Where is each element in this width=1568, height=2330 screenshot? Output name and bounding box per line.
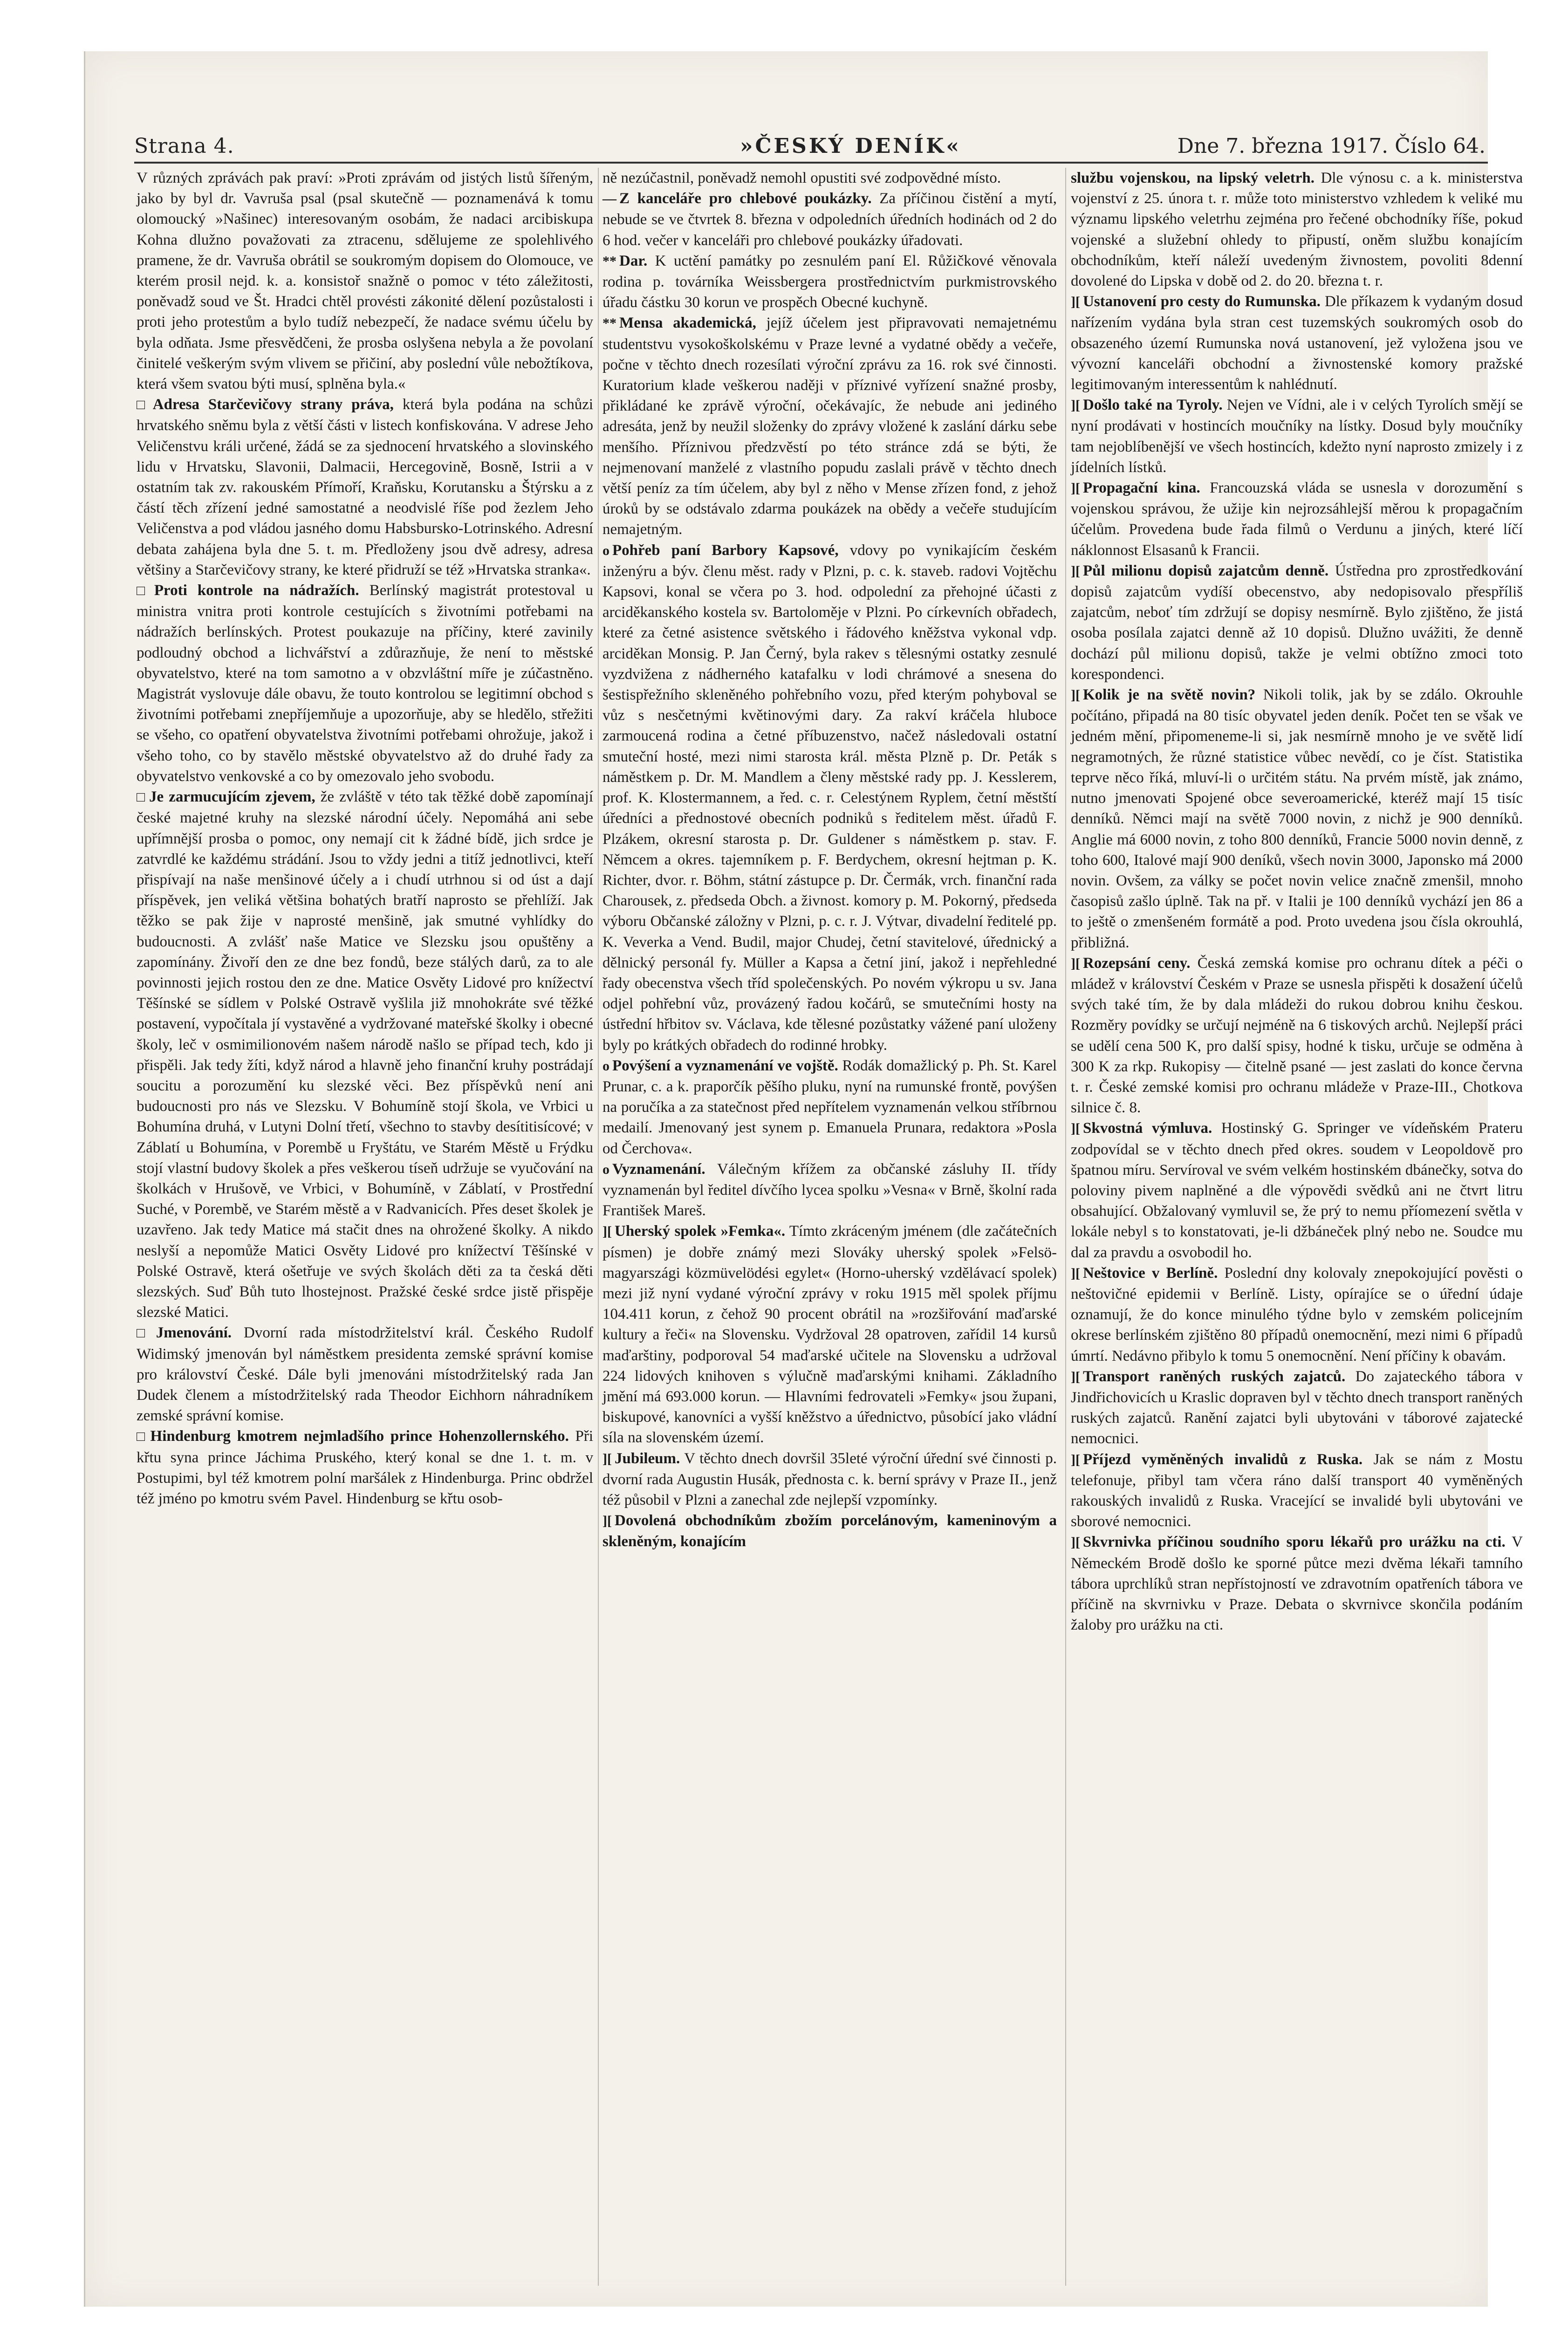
article-headline: Pohřeb paní Barbory Kapsové, <box>612 541 839 559</box>
article-marker: — <box>603 191 616 207</box>
article-paragraph <box>1071 561 1523 685</box>
article-paragraph <box>603 251 1057 313</box>
article-body: Ústředna pro zprostředkování dopisů zajatcům vydíší obecenstvo, aby nedopisovalo přespříliš zajatcům, neboť tím zdržují se dopisy nesmírně. Bylo zjištěno, že jistá osoba posílala zajatci denně až 10 dopisů. Dlužno uvážiti, že denně dochází půl milionu dopisů, takže je velmi obtížno zmoci toto korespondenci. <box>1071 562 1523 683</box>
article-body: vdovy po vynikajícím českém inženýru a býv. členu měst. rady v Plzni, p. c. k. staveb. radovi Vojtěchu Kapsovi, konal se včera po 3. hod. odpolední za přehojné účasti z arciděkanského kostela sv. Bartoloměje v Plzni. Po církevních obřadech, které za četné asistence světského i řádového kněžstva vykonal vdp. arciděkan Monsig. P. Jan Černý, byla rakev s tělesnými ostatky zesnulé vyzdvižena z nádherného katafalku v lodi chrámové a snesena do šestispřežního skleněného pohřebního vozu, před kterým pohyboval se vůz s nesčetnými květinovými dary. Za rakví kráčela hluboce zarmoucená rodina a četné příbuzenstvo, načež následovali ostatní smuteční hosté, mezi nimi starosta král. města Plzně p. Dr. Peták s náměstkem p. Dr. M. Mandlem a členy městské rady pp. J. Kesslerem, prof. K. Klostermannem, a řed. c. r. Celestýnem Ryplem, četní městští úředníci a přednostové obecních podniků s ředitelem měst. úřadů F. Plzákem, okresní starosta p. Dr. Guldener s náměstkem p. stav. F. Němcem a okres. tajemníkem p. F. Berdychem, okresní hejtman p. K. Richter, dvor. r. Böhm, státní zástupce p. Dr. Čermák, vrch. finanční rada Charousek, z. předseda Obch. a živnost. komory p. M. Pokorný, předseda výboru Občanské záložny v Plzni, p. c. r. J. Výtvar, divadelní ředitelé pp. K. Veverka a Vend. Budil, major Chudej, četní stavitelové, úřednický a dělnický personál fy. Müller a Kapsa a četní jiní, jakož i nepřehledné řady obecenstva všech tříd společenských. Po novém výkropu u sv. Jana odjel pohřební vůz, provázený řadou kočárů, se smutečními hosty na ústřední hřbitov sv. Václava, kde tělesné pozůstatky vážené paní uloženy byly po krátkých obřadech do rodinné hrobky. <box>603 541 1057 1054</box>
article-headline: Dovolená obchodníkům zbožím porcelánovým, kameninovým a skleněným, konajícím <box>603 1512 1057 1550</box>
article-body: že zvláště v této tak těžké době zapomínají české majetné kruhy na slezské národní účely. Nepomáhá ani sebe upřímnější prosba o pomoc, ony nemají cit k žádné bídě, jich srdce je zatvrdlé ke každému strádání. Jsou to vždy jedni a titíž jednotlivci, kteří přispívají na naše menšinové účely a i chudí utrhnou si od úst a dají příspěvek, jen veliká většina bohatých bratří naprosto se přehlíží. Jak těžko se pak žije v naprosté menšině, jak smutné vyhlídky do budoucnosti. A zvlášť naše Matice ve Slezsku jsou opuštěny a zapomínány. Živoří den ze dne bez fondů, beze stálých darů, za to ale povinnosti jejich rostou den ze dne. Matice Osvěty Lidové pro knížectví Těšínské se sídlem v Polské Ostravě vyšlila již mnohokráte své těžké postavení, vypočítala jí vystavěné a vydržované mateřské školky i obecné školy, leč v osmimilionovém našem národě našlo se případ tech, kdo ji přispěli. Jak tedy žíti, když národ a hlavně jeho finanční kruhy postrádají soucitu a porozumění ku slezské věci. Bez příspěvků není ani budoucnosti pro nás ve Slezsku. V Bohumíně stojí škola, ve Vrbici u Bohumína druhá, v Lutyni Dolní třetí, všechno to stavby desítitisícové; v Záblatí u Bohumína, v Porembě u Fryštátu, ve Starém Městě u Frýdku stojí vlastní budovy školek a přes veškerou tíseň udržuje se vyučování na školkách v Hrušově, ve Vrbici, v Bohumíně, v Záblatí, v Prostřední Suché, v Porembě, ve Starém městě a v Radvanicích. Přes deset školek je uzavřeno. Jak tedy Matice má stačit dnes na ohrožené školky. A nikdo neslyší a nepomůže Matici Osvěty Lidové pro knížectví Těšínské v Polské Ostravě, která ošetřuje ve svých školách děti za ta česká děti slezských. Suď Bůh tuto lhostejnost. Pražské české srdce jistě přispěje slezské Matici. <box>137 788 594 1321</box>
article-body: Do zajateckého tábora v Jindřichovicích u Kraslic dopraven byl v těchto dnech transport raněných ruských zajatců. Ranění zajatci byli ubytováni v táborové zajatecké nemocnici. <box>1071 1368 1523 1447</box>
article-paragraph <box>1071 478 1523 561</box>
article-paragraph <box>603 1159 1057 1221</box>
article-body: V těchto dnech dovršil 35leté výroční úřední své činnosti p. dvorní rada Augustin Husák, přednosta c. k. berní správy v Praze II., jenž též působil v Plzni a zanechal zde nejlepší vzpomínky. <box>603 1450 1057 1508</box>
article-body: V Německém Brodě došlo ke sporné půtce mezi dvěma lékaři tamního tábora uprchlíků stran nepřístojností ve zdravotním opatřeních tábora ve příčině na skvrnivku v Praze. Debata o skvrnivce skončila podáním žaloby pro urážku na cti. <box>1071 1534 1523 1634</box>
column-3 <box>1071 168 1523 2286</box>
article-marker: ][ <box>1071 687 1080 703</box>
article-headline: Půl milionu dopisů zajatcům denně. <box>1082 562 1329 579</box>
newspaper-page <box>84 51 1523 2307</box>
article-headline: Vyznamenání. <box>612 1160 705 1178</box>
article-marker: ][ <box>1071 1369 1080 1384</box>
article-body: Francouzská vláda se usnesla v dorozumění s vojenskou správou, že užije kin nejrozsáhlejší měrou k propagačním účelům. Provedena bude řada filmů o Verdunu a jiných, které líčí náklonnost Elsasanů k Francii. <box>1071 480 1523 559</box>
article-body: Hostinský G. Springer ve vídeňském Prateru zodpovídal se v těchto dnech před okres. soudem v Leopoldově pro špatnou míru. Servíroval ve svém velkém hostinském dbánečky, sotva do poloviny pivem naplněné a dle výpovědi svědků ani ne čtvrt litru obsahující. Obžalovaný vymluvil se, že prý to nemu příomezení světla v lokále nebyl s to konstatovati, je-li džbáneček plný nebo ne. Soudce mu dal za pravdu a osvobodil ho. <box>1071 1120 1523 1261</box>
article-headline: Propagační kina. <box>1082 480 1200 497</box>
article-body: V různých zprávách pak praví: »Proti zprávám od jistých listů šířeným, jako by byl dr. Vavruša psal (psal skutečně — poznamenává k tomu olomoucký »Našinec) interesovaným osobám, že nadaci arcibiskupa Kohna dlužno považovati za ztracenu, sdělujeme ze spolehlivého pramene, že dr. Vavruša obrátil se soukromým dopisem do Olomouce, ve kterém prosil nejd. k. a. konsistoř snažně o pomoc v této záležitosti, poněvadž soud ve Št. Hradci chtěl provésti zákonité dělení pozůstalosti i proti jeho protestům a bylo tudíž nebezpečí, že nadace svému účelu by byla odňata. Jsme přesvědčeni, že prosba oslyšena nebyla a že povolaní činitelé veškerým svým vlivem se přičiní, aby poslední vůle nebožtíkova, která všem svatou býti musí, splněna byla.« <box>137 170 593 393</box>
article-paragraph <box>1071 1118 1523 1262</box>
article-headline: Proti kontrole na nádražích. <box>154 582 359 599</box>
article-marker: □ <box>137 1429 148 1445</box>
article-marker: o <box>603 1058 609 1074</box>
article-paragraph <box>603 540 1057 1055</box>
article-marker: ][ <box>1071 480 1080 496</box>
article-paragraph <box>603 1510 1057 1552</box>
article-headline: službu vojenskou, na lipský veletrh. <box>1071 170 1315 186</box>
page-header <box>134 134 1486 171</box>
article-headline: Uherský spolek »Femka«. <box>614 1223 786 1240</box>
article-paragraph <box>137 580 593 787</box>
article-headline: Ustanovení pro cesty do Rumunska. <box>1082 293 1321 310</box>
article-headline: Hindenburg kmotrem nejmladšího prince Hohenzollernského. <box>150 1428 569 1445</box>
article-headline: Transport raněných ruských zajatců. <box>1082 1368 1346 1385</box>
article-paragraph <box>1071 953 1523 1118</box>
article-marker: ][ <box>603 1513 612 1529</box>
article-paragraph <box>1071 395 1523 478</box>
article-headline: Jubileum. <box>614 1450 680 1467</box>
article-body: Dvorní rada místodržitelství král. Českého Rudolf Widimský jmenován byl náměstkem presidenta zemské správní komise pro království České. Dále byli jmenováni místodržitelský rada Jan Dudek členem a místodržitelský rada Theodor Eichhorn náhradníkem zemské správní komise. <box>137 1324 594 1425</box>
article-headline: Dar. <box>619 252 648 269</box>
article-body: jejíž účelem jest připravovati nemajetnému studentstvu vysokoškolskému v Praze levné a vydatné obědy a večeře, počne v těchto dnech rozesílati výroční zprávu za 16. rok své činnosti. Kuratorium klade veškerou naději v příznivé vyřízení snažné prosby, přikládané ke zprávě výroční, očekávajíc, že nebude ani jediného adresáta, jenž by neužil složenky do zprávy vložené k zaslání dárku sebe menšího. Příznivou předzvěstí po této stránce zdá se býti, že nejmenovaní manželé z vlastního popudu zaslali právě v těchto dnech větší peníz za tím účelem, aby byl z něho v Mense zřízen fond, z jehož úroků by se odstávalo zdarma poukázek na obědy a večeře studujícím nemajetným. <box>603 315 1057 538</box>
article-headline: Z kanceláře pro chlebové poukázky. <box>619 190 872 207</box>
column-divider <box>1065 168 1066 2286</box>
article-body: Poslední dny kolovaly znepokojující pověsti o neštovičné epidemii v Berlíně. Listy, opírajíce se o úřední údaje oznamují, že do konce minulého týdne bylo v zemském policejním okrese berlínském zjištěno 80 případů onemocnění, mezi nimi 6 případů úmrtí. Nedávno přibylo k tomu 5 onemocnění. Není příčiny k obavám. <box>1071 1264 1523 1364</box>
article-headline: Příjezd vyměněných invalidů z Ruska. <box>1082 1451 1363 1468</box>
article-marker: ][ <box>603 1451 612 1467</box>
article-marker: □ <box>137 397 150 413</box>
article-body: Nejen ve Vídni, ale i v celých Tyrolích smějí se nyní prodávati v hostincích moučníky na lístky. Dosud byly moučníky tam nejoblíbenější ve všech hostincích, kdežto nyní naprosto zmizely i z jídelních lístků. <box>1071 397 1523 476</box>
article-paragraph <box>1071 1449 1523 1532</box>
article-paragraph <box>603 1448 1057 1511</box>
page-number: Strana 4. <box>134 134 234 158</box>
article-marker: ][ <box>603 1224 612 1240</box>
article-body: Nikoli tolik, jak by se zdálo. Okrouhle počítáno, připadá na 80 tisíc obyvatel jeden deník. Počet ten se však ve jedném mění, připomeneme-li si, jak nesmírně mnoho je ve světě lidí negramotných, že různé statistice vůbec nevědí, co je číst. Statistika teprve něco říká, mluví-li o určitém státu. Na prvém místě, jak známo, nutno jmenovati Spojené obce severoamerické, kteréž mají 15 tisíc denníků. Němci mají na světě 7000 novin, z nichž je 900 denníků. Anglie má 6000 novin, z toho 800 denníků, Francie 5000 novin denně, z toho 600, Italové mají 900 deníků, všech novin 3000, Japonsko má 2000 novin. Ovšem, za války se počet novin velice značně zmenšil, mnoho časopisů zašlo úplně. Tak na př. v Italii je 100 denníků vychází jen 86 a to ještě o zmenšeném formátě a pod. Proto uvedena jsou čísla okrouhlá, přibližná. <box>1071 686 1523 951</box>
article-headline: Je zarmucujícím zjevem, <box>149 788 315 806</box>
article-headline: Jmenování. <box>156 1324 232 1342</box>
article-headline: Skvostná výmluva. <box>1082 1120 1212 1137</box>
article-paragraph <box>1071 1366 1523 1449</box>
article-marker: ][ <box>1071 397 1080 413</box>
article-paragraph <box>137 394 593 580</box>
article-marker: □ <box>137 1325 153 1341</box>
article-body: Česká zemská komise pro ochranu dítek a péči o mládež v království Českém v Praze se usnesla přispěti k dosažení účelů svých také tím, že by dala mládeži do rukou dobrou knihu českou. Rozměry povídky se určují nejméně na 6 tiskových archů. Nejlepší práci se udělí cena 500 K, pro další spisy, hodné k tisku, určuje se odměna à 300 K za rkp. Rukopisy — čitelně psané — jest zaslati do konce června t. r. České zemské komisi pro ochranu mládeže v Praze-III., Chotkova silnice č. 8. <box>1071 954 1523 1117</box>
article-paragraph <box>1071 168 1523 291</box>
article-marker: ][ <box>1071 955 1080 971</box>
column-2 <box>603 168 1057 2286</box>
column-divider <box>598 168 599 2286</box>
article-paragraph <box>603 1221 1057 1448</box>
article-paragraph <box>137 1426 593 1509</box>
article-body: Rodák domažlický p. Ph. St. Karel Prunar, c. a k. praporčík pěšího pluku, nyní na rumunské frontě, povýšen na poručíka a za statečnost před nepřítelem vyznamenán velkou stříbrnou medailí. Jmenovaný jest synem p. Emanuela Prunara, redaktora »Posla od Čerchova«. <box>603 1057 1057 1157</box>
article-marker: □ <box>137 789 146 805</box>
article-body: Jak se nám z Mostu telefonuje, přibyl tam včera ráno další transport 40 vyměněných rakouských invalidů z Ruska. Vracející se invalidé byli ubytováni ve sborové nemocnici. <box>1071 1451 1523 1530</box>
article-body: K uctění památky po zesnulém paní El. Růžičkové věnovala rodina p. továrníka Weissbergera prostřednictvím purkmistrovského úřadu částku 30 korun ve prospěch Obecné kuchyně. <box>603 252 1057 311</box>
article-paragraph <box>137 168 593 394</box>
article-marker: ][ <box>1071 1265 1080 1281</box>
article-paragraph <box>603 1055 1057 1159</box>
article-marker: ** <box>603 315 616 331</box>
article-body: která byla podána na schůzi hrvatského sněmu byla z větší části v listech konfiskována. V adrese Jeho Veličenstvu králi určené, žádá se za sjednocení hrvatského a slovinského lidu v Hrvatsku, Slavonii, Dalmacii, Hercegovině, Bosně, Istrii a v ostatním tak zv. rakouském Přímoří, Kraňsku, Korutansku a Štýrsku a z částí těch zřízení jedné samostatné a neodvislé říše pod žezlem Jeho Veličenstva a pod vládou jasného domu Habsbursko-Lotrinského. Adresní debata zahájena byla dne 5. t. m. Předloženy jsou dvě adresy, adresa většiny a Starčevičovy strany, ke které přidruží se též »Hrvatska stranka«. <box>137 396 594 578</box>
article-marker: ][ <box>1071 294 1080 310</box>
article-paragraph <box>1071 1532 1523 1635</box>
article-headline: Neštovice v Berlíně. <box>1082 1264 1218 1282</box>
article-headline: Rozepsání ceny. <box>1082 954 1191 972</box>
article-paragraph <box>1071 685 1523 953</box>
article-body: Při křtu syna prince Jáchima Pruského, který konal se dne 1. t. m. v Postupimi, byl též kmotrem polní maršálek z Hindenburga. Princ obdržel též jméno po kmotru svém Pavel. Hindenburg se křtu osob- <box>137 1428 593 1507</box>
article-headline: Došlo také na Tyroly. <box>1082 397 1223 414</box>
article-marker: ][ <box>1071 1121 1080 1137</box>
article-paragraph <box>137 1323 593 1426</box>
article-marker: o <box>603 542 609 558</box>
article-paragraph <box>1071 291 1523 395</box>
article-headline: Mensa akademická, <box>619 315 756 332</box>
article-body: Tímto zkráceným jménem (dle začátečních písmen) je dobře známý mezi Slováky uherský spolek »Felsö-magyarszági közmüvelödési egylet« (Horno-uherský vzdělávací spolek) mezi již nyní vydané výroční zprávy v roku 1915 měl spolek příjmu 104.411 korun, z čehož 90 procent obrátil na »rozšiřování maďarské kultury a řeči« na Slovensku. Vydržoval 28 opatroven, zařídil 14 kursů maďarštiny, podporoval 54 maďarské učitele na Slovensku a udržoval 224 lidových knihoven s výlučně maďarskými knihami. Základního jmění má 693.000 korun. — Hlavními fedrovateli »Femky« jsou župani, biskupové, kanovníci a vyšší kněžstvo a úřednictvo, působící jako vládní síla na slovenském území. <box>603 1223 1057 1446</box>
article-paragraph <box>1071 1263 1523 1366</box>
article-body: Berlínský magistrát protestoval u ministra vnitra proti kontrole cestujících s životními potřebami na nádražích berlínských. Protest poukazuje na příčiny, které zavinily podloudný obchod a lichvářství a zdůrazňuje, že není to městské obyvatelstvo, které na tom samotno a v obzvláštní míře je zúčastněno. Magistrát vyslovuje dále obavu, že touto kontrolou se legitimní obchod s životními potřebami znepříjemňuje a upozorňuje, aby se hledělo, střežiti se všeho, co opatření obyvatelstva životními potřebami ohrožuje, jakož i všeho toho, co by stavělo městské obyvatelstvo až do druhé řady za obyvatelstvo venkovské a co by omezovalo jeho svobodu. <box>137 582 594 785</box>
article-headline: Skvrnivka příčinou soudního sporu lékařů pro urážku na cti. <box>1082 1534 1506 1551</box>
article-marker: ][ <box>1071 563 1080 579</box>
issue-date: Dne 7. března 1917. Číslo 64. <box>1177 134 1486 158</box>
article-body: Za příčinou čistění a mytí, nebude se ve čtvrtek 8. března v odpoledních úředních hodinách od 2 do 6 hod. večer v kanceláři pro chlebové poukázky úřadovati. <box>603 190 1057 249</box>
article-body: Válečným křížem za občanské zásluhy II. třídy vyznamenán byl ředitel dívčího lycea spolku »Vesna« v Brně, školní rada František Mareš. <box>603 1160 1057 1220</box>
article-paragraph <box>137 787 593 1323</box>
article-headline: Povýšení a vyznamenání ve vojště. <box>612 1057 838 1074</box>
column-1 <box>137 168 593 2286</box>
article-marker: o <box>603 1161 609 1177</box>
article-marker: ][ <box>1071 1535 1080 1550</box>
newspaper-title: »ČESKÝ DENÍK« <box>740 134 961 158</box>
article-headline: Kolik je na světě novin? <box>1082 686 1256 704</box>
header-rule <box>134 162 1488 164</box>
article-body: Dle výnosu c. a k. ministerstva vojenství z 25. února t. r. může toto ministerstvo vzhledem k veliké mu významu lipského veletrhu zejména pro řečené obchodníky říše, pokud vojenské a služební ohledy to připustí, oněm službu konajícím obchodníkům, kteří náleží uvedeným živnostem, povoliti 8denní dovolené do Lipska v době od 2. do 20. března t. r. <box>1071 170 1523 290</box>
article-marker: □ <box>137 583 151 599</box>
article-headline: Adresa Starčevičovy strany práva, <box>152 396 394 413</box>
article-marker: ** <box>603 253 616 269</box>
article-paragraph <box>603 313 1057 540</box>
article-body: Dle příkazem k vydaným dosud nařízením vydána byla stran cest tuzemských soukromých osob do obsazeného území Rumunska nová ustanovení, jež vyložena jsou ve vývozní kanceláři obchodní a živnostenské komory pražské legitimovaným interessentům k nahlédnutí. <box>1071 293 1523 393</box>
article-paragraph <box>603 168 1057 188</box>
article-marker: ][ <box>1071 1452 1080 1467</box>
article-body: ně nezúčastnil, poněvadž nemohl opustiti své zodpovědné místo. <box>603 170 1001 186</box>
article-paragraph <box>603 188 1057 251</box>
